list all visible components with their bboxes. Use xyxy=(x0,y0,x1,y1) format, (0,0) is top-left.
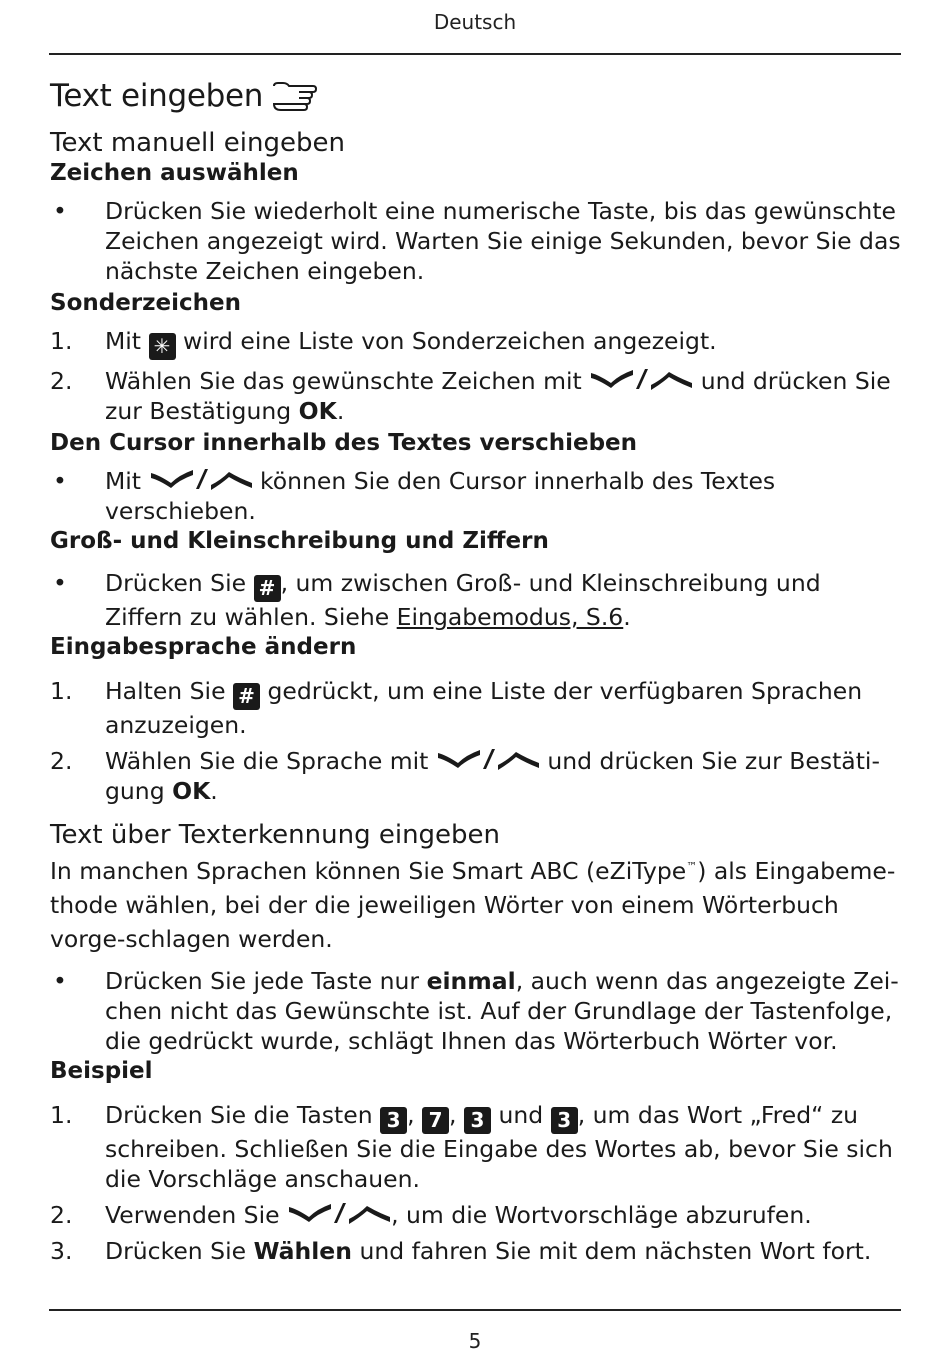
list-item-text: Wählen Sie die Sprache mit xyxy=(105,747,429,775)
list-number: 1. xyxy=(50,1100,73,1129)
pointing-hand-icon xyxy=(271,80,319,112)
punctuation: . xyxy=(623,603,631,631)
list-item-text: und drücken Sie zur Bestätigung xyxy=(105,367,891,425)
list-item-text: , auch wenn das angezeigte Zei-chen nicht das Gewünschte ist. Auf der Grundlage der Tastenfolge, die gedrückt wurde, schlägt Ihnen das Wörterbuch Wörter vor. xyxy=(105,966,899,1055)
hash-key-icon: # xyxy=(233,683,260,710)
list-item-text: Mit xyxy=(105,327,142,355)
list-item-text: Wählen Sie das gewünschte Zeichen mit xyxy=(105,367,582,395)
list-number: 1. xyxy=(50,677,73,705)
list-number: 1. xyxy=(50,327,73,355)
list-number: 2. xyxy=(50,367,73,395)
list-item xyxy=(50,966,902,1056)
punctuation: , xyxy=(449,1100,457,1129)
subheading-zeichen: Zeichen auswählen xyxy=(50,160,299,186)
subheading-cursor: Den Cursor innerhalb des Textes verschieben xyxy=(50,430,638,456)
star-key-icon: ✳ xyxy=(149,333,176,360)
bullet: • xyxy=(53,569,67,597)
list-item-text: Drücken Sie die Tasten xyxy=(105,1100,373,1129)
list-item xyxy=(50,466,902,526)
ok-label: OK xyxy=(172,777,211,805)
key-7-icon: 7 xyxy=(422,1107,449,1134)
page-title-text: Text eingeben xyxy=(50,78,264,114)
list-item xyxy=(50,196,902,286)
paragraph-text: In manchen Sprachen können Sie Smart ABC (eZiType xyxy=(50,856,687,885)
key-3-icon: 3 xyxy=(551,1107,578,1134)
intro-paragraph xyxy=(50,850,902,956)
subheading-beispiel: Beispiel xyxy=(50,1057,153,1084)
footer-rule xyxy=(49,1309,901,1311)
list-item-text: und drücken Sie zur Bestäti-gung xyxy=(105,747,880,805)
page-number: 5 xyxy=(468,1329,482,1353)
list-item xyxy=(50,1236,902,1266)
down-up-arrow-icon xyxy=(436,747,540,771)
list-item-text: , um die Wortvorschläge abzurufen. xyxy=(391,1200,812,1229)
subheading-sonderzeichen: Sonderzeichen xyxy=(50,290,241,316)
down-up-arrow-icon xyxy=(149,467,253,491)
list-item xyxy=(50,1200,902,1230)
ok-label: OK xyxy=(298,397,337,425)
list-item-text: , um zwischen Groß- und Kleinschreibung und Ziffern zu wählen. Siehe xyxy=(105,569,821,631)
down-up-arrow-icon xyxy=(589,367,693,391)
list-number: 3. xyxy=(50,1236,73,1265)
list-item-text: Drücken Sie wiederholt eine numerische Taste, bis das gewünschte Zeichen angezeigt wird. Warten Sie einige Sekunden, bevor Sie das nächste Zeichen eingeben. xyxy=(105,197,901,285)
bullet: • xyxy=(53,197,67,225)
eingabemodus-link[interactable]: Eingabemodus, S.6 xyxy=(396,603,624,631)
emphasis: einmal xyxy=(426,966,516,995)
list-item xyxy=(50,676,902,740)
punctuation: , xyxy=(407,1100,415,1129)
down-up-arrow-icon xyxy=(287,1201,391,1225)
list-item-text: Verwenden Sie xyxy=(105,1200,280,1229)
punctuation: . xyxy=(210,777,218,805)
section-heading-manual: Text manuell eingeben xyxy=(50,128,345,158)
list-item xyxy=(50,1100,902,1194)
list-item-text: Drücken Sie jede Taste nur xyxy=(105,966,420,995)
section-heading-texterkennung: Text über Texterkennung eingeben xyxy=(50,820,501,850)
paragraph-text: ) als Eingabeme-thode wählen, bei der die jeweiligen Wörter von einem Wörterbuch vorge-schlagen werden. xyxy=(50,856,896,953)
subheading-sprache: Eingabesprache ändern xyxy=(50,634,357,660)
emphasis: Wählen xyxy=(253,1236,352,1265)
list-item xyxy=(50,746,902,806)
bullet: • xyxy=(53,467,67,495)
list-item-text: wird eine Liste von Sonderzeichen angezeigt. xyxy=(183,327,717,355)
list-item-text: gedrückt, um eine Liste der verfügbaren Sprachen anzuzeigen. xyxy=(105,677,863,739)
list-number: 2. xyxy=(50,747,73,775)
trademark-sign: ™ xyxy=(686,860,698,873)
list-item-text: Halten Sie xyxy=(105,677,226,705)
hash-key-icon: # xyxy=(254,575,281,602)
page-content xyxy=(50,74,902,1266)
key-3-icon: 3 xyxy=(380,1107,407,1134)
list-item-text: , um das Wort „Fred“ zu schreiben. Schließen Sie die Eingabe des Wortes ab, bevor Sie sich die Vorschläge anschauen. xyxy=(105,1100,893,1193)
list-item-text: Mit xyxy=(105,467,142,495)
punctuation: . xyxy=(336,397,345,425)
list-item-text: können Sie den Cursor innerhalb des Textes verschieben. xyxy=(105,467,776,525)
list-item xyxy=(50,326,902,360)
subheading-gross: Groß- und Kleinschreibung und Ziffern xyxy=(50,528,549,554)
key-3-icon: 3 xyxy=(464,1107,491,1134)
list-item-text: und fahren Sie mit dem nächsten Wort fort. xyxy=(359,1236,872,1265)
list-item xyxy=(50,568,902,632)
bullet: • xyxy=(53,966,67,995)
list-item-text: Drücken Sie xyxy=(105,1236,247,1265)
page-title xyxy=(50,74,902,118)
header-rule xyxy=(49,53,901,55)
list-item-text: Drücken Sie xyxy=(105,569,247,597)
list-item-text: und xyxy=(498,1100,544,1129)
list-number: 2. xyxy=(50,1200,73,1229)
page-header-language: Deutsch xyxy=(433,10,517,34)
list-item xyxy=(50,366,902,426)
